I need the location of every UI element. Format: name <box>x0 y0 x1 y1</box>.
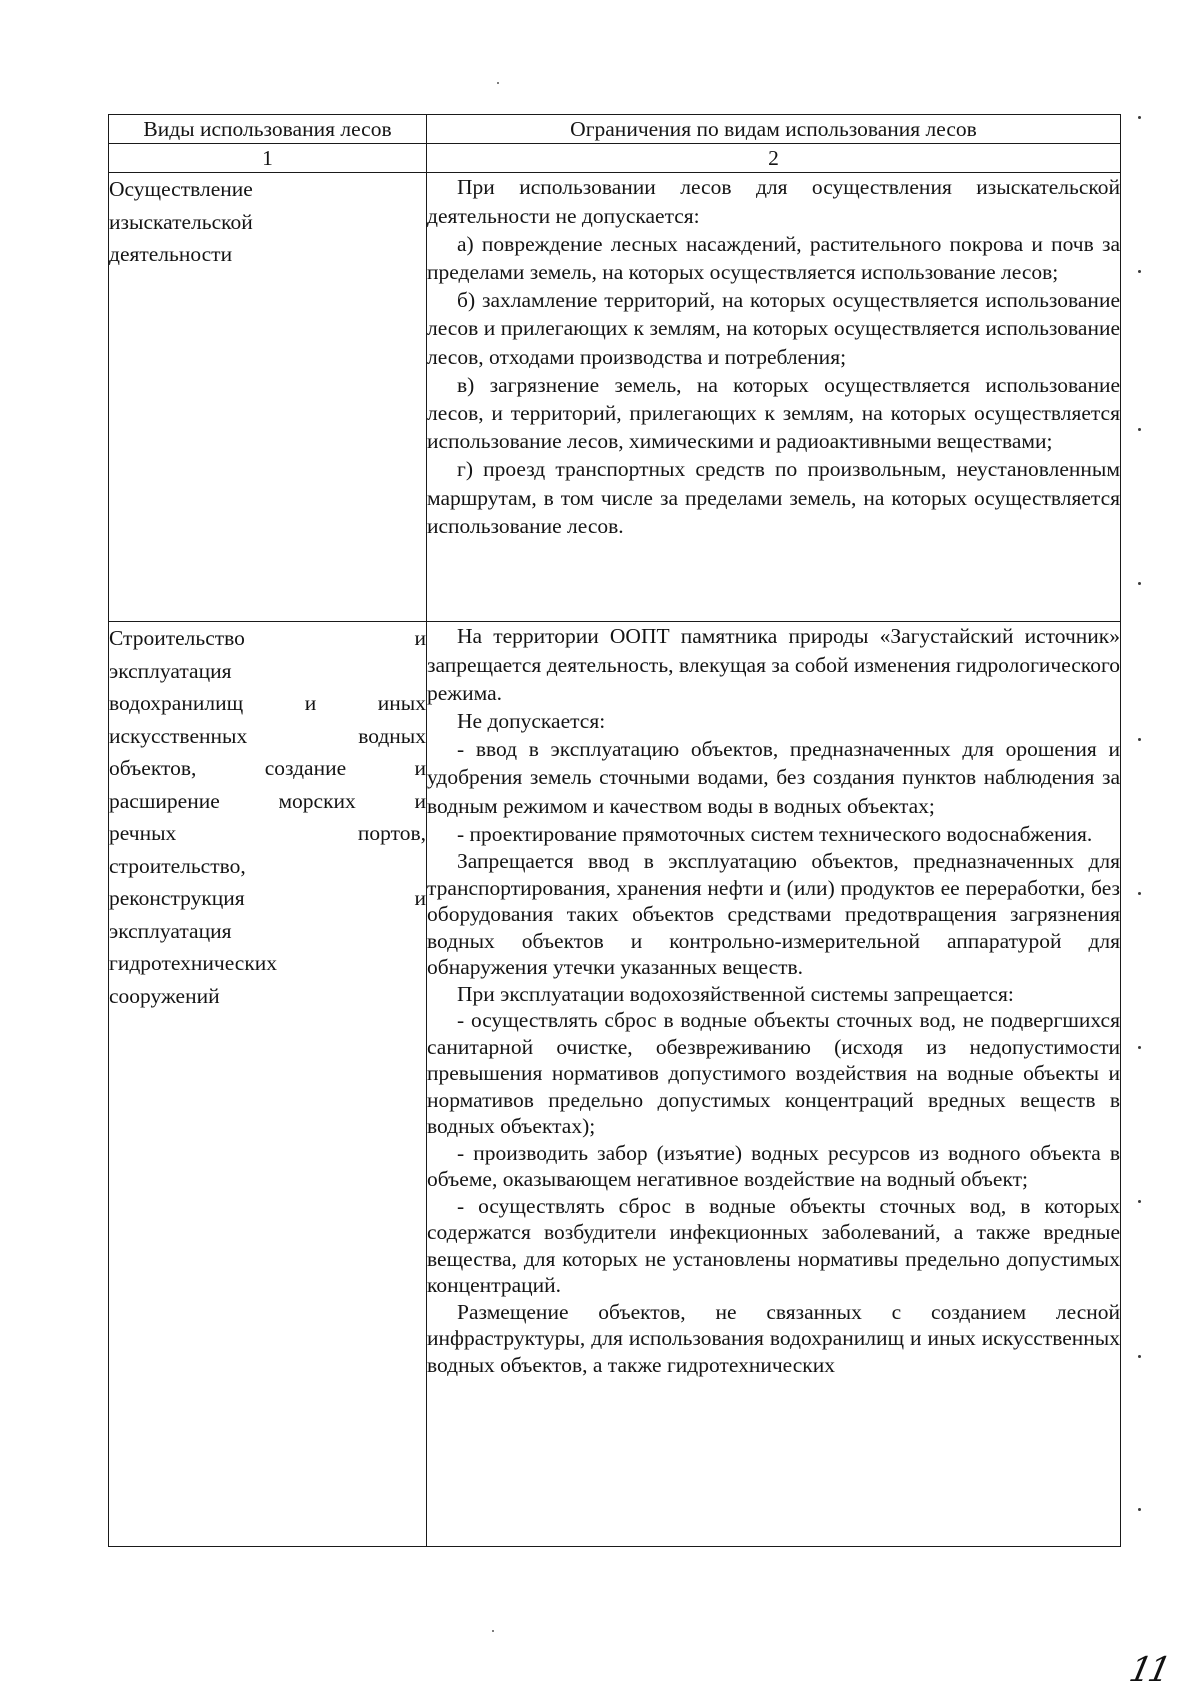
header-restrictions: Ограничения по видам использования лесов <box>427 115 1121 144</box>
restriction-paragraph: Не допускается: <box>457 709 606 734</box>
restrictions-cell <box>427 622 1121 1547</box>
usage-line: Осуществление <box>109 177 253 202</box>
restriction-paragraph: б) захламление территорий, на которых осуществляется использование лесов и прилегающих к землям, на которых осуществляется использование лесов, отходами производства и потребления; <box>427 288 1120 369</box>
scan-margin-mark <box>1138 738 1141 741</box>
scan-speck <box>492 1630 494 1632</box>
scan-margin-mark <box>1138 270 1141 273</box>
restriction-paragraph: в) загрязнение земель, на которых осуществляется использование лесов, и территорий, прилегающих к землям, на которых осуществляется использование лесов, химическими и радиоактивными веществами; <box>427 372 1120 454</box>
usage-line: гидротехнических <box>109 951 278 976</box>
scan-margin-mark <box>1138 582 1141 585</box>
handwritten-page-number: 11 <box>1125 1650 1172 1690</box>
restriction-paragraph: г) проезд транспортных средств по произвольным, неустановленным маршрутам, в том числе за пределами земель, на которых осуществляется использование лесов. <box>427 457 1120 538</box>
scan-margin-mark <box>1138 892 1141 895</box>
usage-line: Строительство и <box>109 626 426 651</box>
column-number-2: 2 <box>427 144 1121 173</box>
table-row <box>109 173 1121 622</box>
usage-line: сооружений <box>109 983 220 1008</box>
restriction-paragraph: Размещение объектов, не связанных с созданием лесной инфраструктуры, для использования водохранилищ и иных искусственных водных объектов, а также гидротехнических <box>427 1299 1120 1377</box>
usage-line: эксплуатация <box>109 918 232 943</box>
table-row <box>109 622 1121 1547</box>
table-header-row <box>109 115 1121 144</box>
restriction-paragraph: а) повреждение лесных насаждений, растительного покрова и почв за пределами земель, на которых осуществляется использование лесов; <box>427 231 1120 285</box>
usage-line: реконструкция и <box>109 886 426 911</box>
usage-line: искусственных водных <box>109 723 426 748</box>
usage-type-cell <box>109 622 427 1547</box>
restriction-paragraph: При эксплуатации водохозяйственной системы запрещается: <box>457 981 1014 1006</box>
usage-type-cell <box>109 173 427 622</box>
scan-margin-mark <box>1138 1355 1141 1358</box>
usage-line: изыскательской <box>109 209 253 234</box>
usage-line: водохранилищ и иных <box>109 691 426 716</box>
restriction-paragraph: - осуществлять сброс в водные объекты сточных вод, не подвергшихся санитарной очистке, обезвреживанию (исходя из недопустимости превышения нормативов допустимого воздействия на водные объекты и нормативов предельно допустимых концентраций вредных веществ в водных объектах); <box>427 1008 1120 1139</box>
restrictions-cell <box>427 173 1121 622</box>
restriction-paragraph: При использовании лесов для осуществления изыскательской деятельности не допускается: <box>427 175 1120 228</box>
usage-line: строительство, <box>109 853 246 878</box>
restriction-paragraph: На территории ООПТ памятника природы «Загустайский источник» запрещается деятельность, влекущая за собой изменения гидрологического режима. <box>427 624 1120 705</box>
scan-margin-mark <box>1138 116 1141 119</box>
scan-speck <box>497 82 499 84</box>
usage-line: речных портов, <box>109 821 426 846</box>
scan-margin-mark <box>1138 1508 1141 1511</box>
scan-margin-mark <box>1138 1046 1141 1049</box>
restriction-paragraph: Запрещается ввод в эксплуатацию объектов, предназначенных для транспортирования, хранения нефти и (или) продуктов ее переработки, без оборудования таких объектов средствами предотвращения загрязнения водных объектов и контрольно-измерительной аппаратурой для обнаружения утечки указанных веществ. <box>427 849 1120 980</box>
usage-line: эксплуатация <box>109 658 232 683</box>
restriction-paragraph: - производить забор (изъятие) водных ресурсов из водного объекта в объеме, оказывающем негативное воздействие на водный объект; <box>427 1140 1120 1192</box>
column-number-row <box>109 144 1121 173</box>
usage-line: деятельности <box>109 242 233 267</box>
scan-margin-mark <box>1138 428 1141 431</box>
restriction-paragraph: - проектирование прямоточных систем технического водоснабжения. <box>457 821 1093 846</box>
restriction-paragraph: - ввод в эксплуатацию объектов, предназначенных для орошения и удобрения земель сточными водами, без создания пунктов наблюдения за водным режимом и качеством воды в водных объектах; <box>427 737 1120 818</box>
scan-margin-mark <box>1138 1200 1141 1203</box>
forest-use-restrictions-table <box>108 114 1121 1547</box>
restriction-paragraph: - осуществлять сброс в водные объекты сточных вод, в которых содержатся возбудители инфекционных заболеваний, а также вредные вещества, для которых не установлены нормативы предельно допустимых концентраций. <box>427 1193 1120 1298</box>
usage-line: объектов, создание и <box>109 756 426 781</box>
header-usage-types: Виды использования лесов <box>109 115 427 144</box>
usage-line: расширение морских и <box>109 788 426 813</box>
column-number-1: 1 <box>109 144 427 173</box>
